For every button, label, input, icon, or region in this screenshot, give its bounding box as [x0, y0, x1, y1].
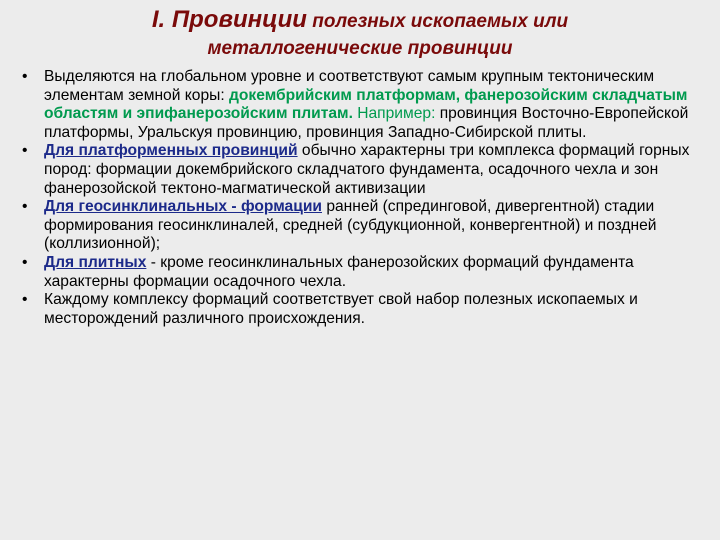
plate-provinces-link[interactable]: Для плитных	[44, 253, 147, 271]
geosyncline-provinces-link[interactable]: Для геосинклинальных - формации	[44, 198, 322, 216]
title-roman-part: I. Провинции	[151, 6, 307, 33]
bullet-text: провинция Восточно-Европейской платформы, Уральскуя провинцию, провинция Западно-Сибирской плиты.	[44, 105, 689, 141]
platform-provinces-link[interactable]: Для платформенных провинций	[44, 142, 298, 160]
bullet-dot-icon: •	[22, 142, 28, 160]
bullet-item	[22, 291, 712, 328]
bullet-list	[22, 68, 712, 328]
bullet-dot-icon: •	[22, 291, 28, 309]
slide-title-line-2: металлогенические провинции	[207, 38, 513, 59]
bullet-item	[22, 198, 712, 254]
example-label: Например:	[352, 105, 436, 123]
bullet-text: Выделяются на глобальном уровне и соответствуют самым крупным тектоническим элементам земной коры:	[44, 68, 655, 104]
bullet-item	[22, 142, 712, 198]
title-rest-part: полезных ископаемых или	[306, 11, 569, 32]
bullet-item	[22, 254, 712, 291]
bullet-dot-icon: •	[22, 253, 28, 271]
bullet-text: обычно характерны три комплекса формаций горных пород: формации докембрийского складчатого фундамента, осадочного чехла и зон фанерозойской тектоно-магматической активизации	[44, 142, 690, 197]
slide-title-line-1	[0, 6, 720, 34]
bullet-item	[22, 68, 712, 142]
bullet-text: Каждому комплексу формаций соответствует свой набор полезных ископаемых и месторождений различного происхождения.	[44, 291, 638, 327]
bullet-text: - кроме геосинклинальных фанерозойских формаций фундамента характерны формации осадочного чехла.	[44, 253, 634, 290]
highlight-text: докембрийским платформам, фанерозойским складчатым областям и эпифанерозойским плитам.	[44, 86, 688, 123]
bullet-dot-icon: •	[22, 68, 28, 85]
bullet-text: ранней (спрединговой, дивергентной) стадии формирования геосинклиналей, средней (субдукционной, конвергентной) и поздней (коллизионной);	[44, 198, 657, 253]
bullet-dot-icon: •	[22, 198, 28, 216]
